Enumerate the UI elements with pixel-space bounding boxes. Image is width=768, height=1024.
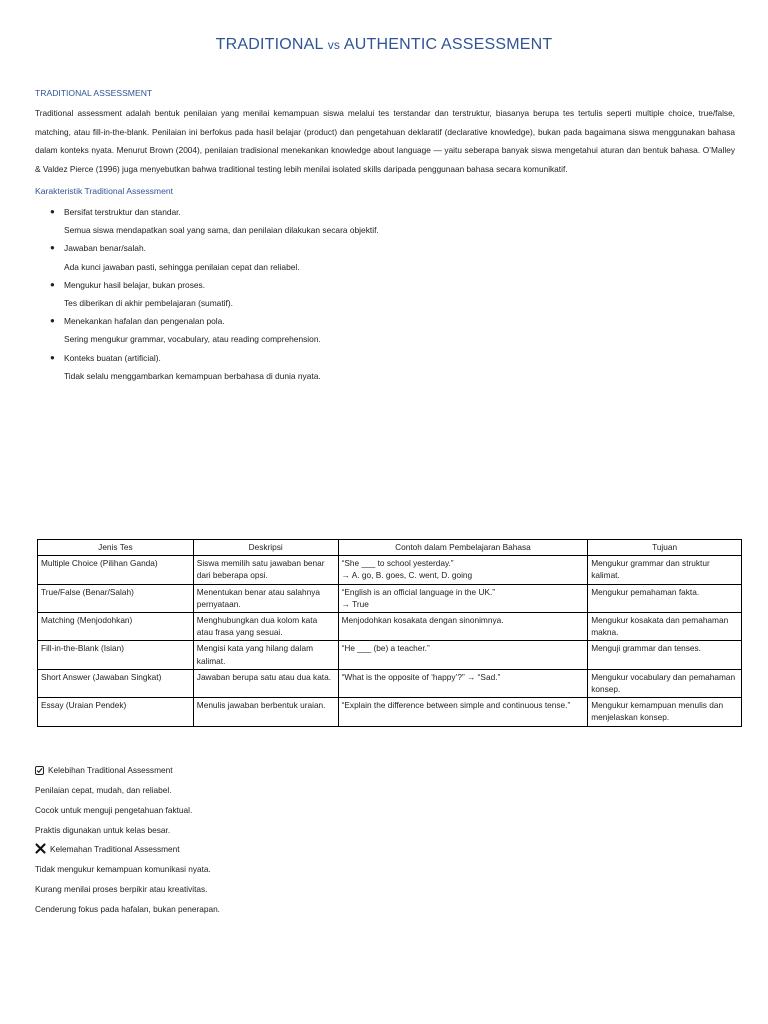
- title-vs: vs: [327, 38, 341, 52]
- characteristic-point: Jawaban benar/salah.: [64, 243, 146, 254]
- cell-contoh: [338, 641, 588, 669]
- disadvantages-heading-row: [35, 843, 180, 854]
- disadvantage-item: Cenderung fokus pada hafalan, bukan penerapan.: [35, 904, 220, 914]
- disadvantage-item: Kurang menilai proses berpikir atau kreativitas.: [35, 884, 208, 894]
- cell-jenis: Fill-in-the-Blank (Isian): [38, 641, 194, 669]
- characteristic-detail: Sering mengukur grammar, vocabulary, atau reading comprehension.: [64, 334, 321, 345]
- cell-jenis: Matching (Menjodohkan): [38, 613, 194, 641]
- characteristic-point: Menekankan hafalan dan pengenalan pola.: [64, 316, 225, 327]
- contoh-line: “English is an official language in the UK.”: [341, 586, 496, 597]
- bullet-icon: ●: [50, 316, 55, 326]
- cell-deskripsi: Mengisi kata yang hilang dalam kalimat.: [193, 641, 338, 669]
- table-row: [38, 641, 742, 669]
- disadvantages-heading: Kelemahan Traditional Assessment: [50, 844, 180, 854]
- characteristic-detail: Semua siswa mendapatkan soal yang sama, dan penilaian dilakukan secara objektif.: [64, 225, 379, 236]
- intro-paragraph: Traditional assessment adalah bentuk penilaian yang menilai kemampuan siswa melalui tes terstandar dan terstruktur, biasanya berupa tes tertulis seperti multiple choice, true/false, matching, atau fill-in-the-blank. Penilaian ini berfokus pada hasil belajar (product) dan pengetahuan deklaratif (declarative knowledge), bukan pada bagaimana siswa menggunakan bahasa dalam konteks nyata. Menurut Brown (2004), penilaian tradisional menekankan knowledge about language — yaitu seberapa banyak siswa mengetahui aturan dan bentuk bahasa. O’Malley & Valdez Pierce (1996) juga menyebutkan bahwa traditional testing lebih menilai isolated skills daripada penggunaan bahasa secara komunikatif.: [35, 108, 735, 174]
- table-row: [38, 556, 742, 584]
- contoh-line: “She ___ to school yesterday.”: [341, 558, 454, 569]
- cell-contoh: [338, 556, 588, 584]
- test-types-table: [37, 539, 742, 727]
- cell-tujuan: Mengukur pemahaman fakta.: [588, 584, 742, 612]
- characteristics-list: [35, 203, 725, 385]
- list-item: [35, 239, 725, 275]
- cell-contoh: [338, 613, 588, 641]
- checkbox-icon: [35, 766, 44, 775]
- contoh-line: → A. go, B. goes, C. went, D. going: [341, 570, 473, 581]
- table-row: [38, 613, 742, 641]
- cell-contoh: [338, 698, 588, 726]
- cell-jenis: Essay (Uraian Pendek): [38, 698, 194, 726]
- cell-deskripsi: Jawaban berupa satu atau dua kata.: [193, 669, 338, 697]
- bullet-icon: ●: [50, 279, 55, 289]
- characteristic-detail: Ada kunci jawaban pasti, sehingga penilaian cepat dan reliabel.: [64, 261, 300, 272]
- cell-jenis: True/False (Benar/Salah): [38, 584, 194, 612]
- disadvantage-item: Tidak mengukur kemampuan komunikasi nyata.: [35, 864, 211, 874]
- characteristic-point: Mengukur hasil belajar, bukan proses.: [64, 279, 206, 290]
- contoh-line: → True: [341, 598, 369, 609]
- advantage-item: Praktis digunakan untuk kelas besar.: [35, 825, 171, 835]
- advantage-item: Penilaian cepat, mudah, dan reliabel.: [35, 785, 172, 795]
- cell-tujuan: Menguji grammar dan tenses.: [588, 641, 742, 669]
- cell-contoh: [338, 669, 588, 697]
- cell-tujuan: Mengukur grammar dan struktur kalimat.: [588, 556, 742, 584]
- list-item: [35, 203, 725, 239]
- bullet-icon: ●: [50, 243, 55, 253]
- advantages-heading: Kelebihan Traditional Assessment: [48, 765, 173, 775]
- section-heading-characteristics: Karakteristik Traditional Assessment: [35, 186, 174, 196]
- contoh-line: “What is the opposite of ‘happy’?” → “Sad.”: [341, 671, 501, 682]
- bullet-icon: ●: [50, 207, 55, 216]
- table-row: [38, 584, 742, 612]
- cell-jenis: Short Answer (Jawaban Singkat): [38, 669, 194, 697]
- list-item: [35, 349, 725, 385]
- list-item: [35, 276, 725, 312]
- cross-icon: [35, 843, 46, 854]
- list-item: [35, 312, 725, 348]
- advantages-heading-row: [35, 765, 173, 775]
- advantage-item: Cocok untuk menguji pengetahuan faktual.: [35, 805, 193, 815]
- contoh-line: “Explain the difference between simple and continuous tense.”: [341, 700, 571, 711]
- section-heading-traditional: TRADITIONAL ASSESSMENT: [35, 88, 153, 98]
- table-header-row: [38, 540, 742, 556]
- characteristic-detail: Tes diberikan di akhir pembelajaran (sumatif).: [64, 298, 233, 309]
- header-tujuan: Tujuan: [588, 540, 742, 556]
- cell-jenis: Multiple Choice (Pilihan Ganda): [38, 556, 194, 584]
- header-jenis-tes: Jenis Tes: [38, 540, 194, 556]
- cell-contoh: [338, 584, 588, 612]
- cell-tujuan: Mengukur kosakata dan pemahaman makna.: [588, 613, 742, 641]
- cell-tujuan: Mengukur kemampuan menulis dan menjelaskan konsep.: [588, 698, 742, 726]
- cell-deskripsi: Menghubungkan dua kolom kata atau frasa yang sesuai.: [193, 613, 338, 641]
- contoh-line: “He ___ (be) a teacher.”: [341, 643, 430, 654]
- characteristic-point: Bersifat terstruktur dan standar.: [64, 207, 181, 217]
- cell-tujuan: Mengukur vocabulary dan pemahaman konsep.: [588, 669, 742, 697]
- contoh-line: Menjodohkan kosakata dengan sinonimnya.: [341, 615, 504, 626]
- characteristic-detail: Tidak selalu menggambarkan kemampuan berbahasa di dunia nyata.: [64, 370, 321, 381]
- header-contoh: Contoh dalam Pembelajaran Bahasa: [338, 540, 588, 556]
- cell-deskripsi: Menulis jawaban berbentuk uraian.: [193, 698, 338, 726]
- cell-deskripsi: Menentukan benar atau salahnya pernyataan.: [193, 584, 338, 612]
- table-row: [38, 669, 742, 697]
- document-title: [0, 36, 768, 54]
- cell-deskripsi: Siswa memilih satu jawaban benar dari beberapa opsi.: [193, 556, 338, 584]
- table-row: [38, 698, 742, 726]
- header-deskripsi: Deskripsi: [193, 540, 338, 556]
- title-part-traditional: TRADITIONAL: [215, 36, 324, 53]
- characteristic-point: Konteks buatan (artificial).: [64, 352, 161, 363]
- title-part-authentic: AUTHENTIC ASSESSMENT: [343, 36, 553, 53]
- bullet-icon: ●: [50, 352, 55, 362]
